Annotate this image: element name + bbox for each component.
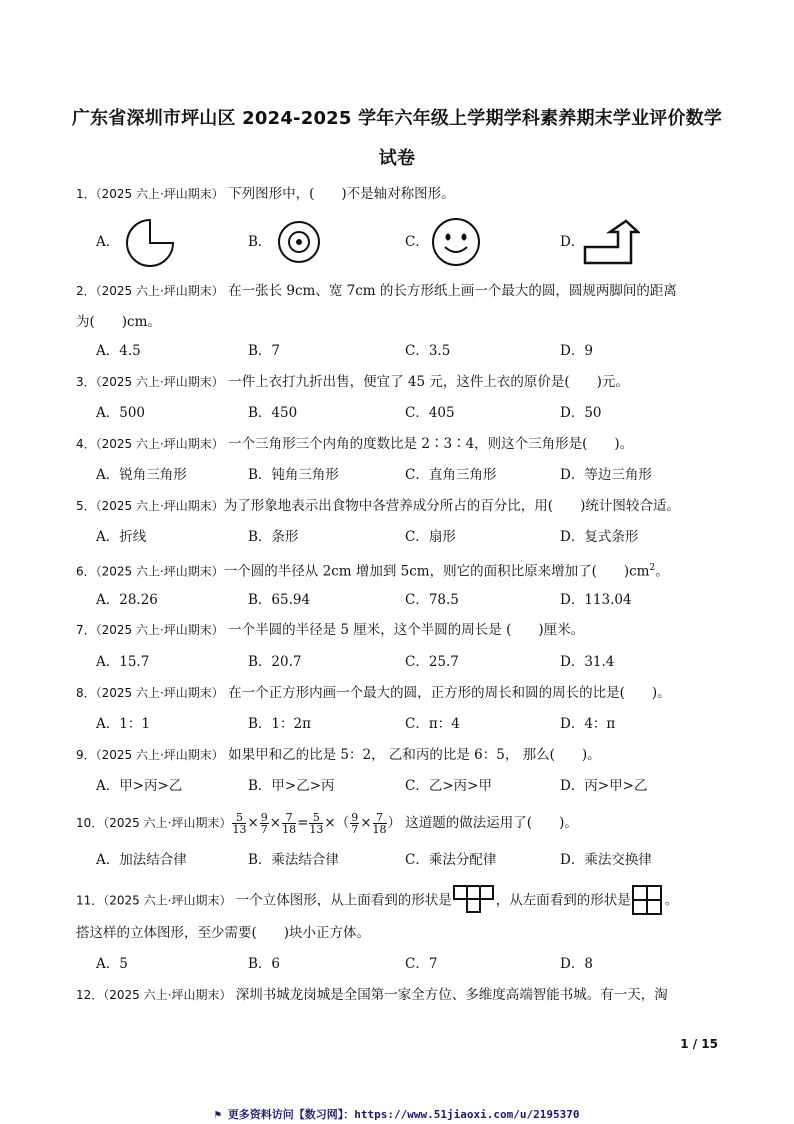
question-source: （2025 六上·坪山期末） bbox=[95, 748, 224, 762]
option-b[interactable]: B．20.7 bbox=[248, 654, 302, 670]
option-b[interactable]: B．钝角三角形 bbox=[248, 467, 339, 483]
denominator: 18 bbox=[372, 823, 387, 836]
question-4 bbox=[76, 433, 726, 455]
numerator: 5 bbox=[232, 812, 246, 824]
option-b[interactable]: B．6 bbox=[248, 956, 281, 972]
times-sign: × bbox=[269, 815, 282, 831]
fraction bbox=[373, 812, 387, 835]
fraction bbox=[282, 812, 296, 835]
question-2-continuation: 为( )cm。 bbox=[76, 314, 161, 330]
question-12 bbox=[76, 984, 726, 1006]
smiley-face-figure bbox=[430, 216, 482, 268]
question-8-options bbox=[96, 712, 736, 736]
question-number: 3． bbox=[76, 375, 96, 389]
option-a[interactable]: A．折线 bbox=[96, 529, 147, 545]
question-source: （2025 六上·坪山期末） bbox=[103, 893, 232, 908]
question-5 bbox=[76, 495, 726, 517]
option-c[interactable]: C．乘法分配律 bbox=[405, 852, 497, 868]
numerator: 5 bbox=[309, 812, 323, 824]
question-10-options bbox=[96, 848, 736, 872]
footer-text: 更多资料访问【数习网】：https://www.51jiaoxi.com/u/2195370 bbox=[227, 1108, 580, 1121]
option-c[interactable]: C．78.5 bbox=[405, 592, 459, 608]
numerator: 7 bbox=[373, 812, 387, 824]
option-d[interactable]: D．8 bbox=[560, 956, 593, 972]
three-quarter-circle-figure bbox=[124, 217, 176, 269]
question-8 bbox=[76, 682, 726, 704]
question-3 bbox=[76, 371, 726, 393]
left-paren: （ bbox=[335, 815, 350, 831]
option-a[interactable]: A．锐角三角形 bbox=[96, 467, 187, 483]
question-number: 7． bbox=[76, 623, 96, 637]
question-9-options bbox=[96, 774, 736, 798]
denominator: 13 bbox=[309, 823, 324, 836]
question-text: 一个立体图形，从上面看到的形状是 bbox=[231, 892, 452, 909]
option-d[interactable]: D．31.4 bbox=[560, 654, 615, 670]
times-sign: × bbox=[360, 815, 372, 831]
question-text: 深圳书城龙岗城是全国第一家全方位、多维度高端智能书城。有一天，淘 bbox=[231, 987, 668, 1003]
option-a[interactable]: A．15.7 bbox=[96, 654, 150, 670]
option-d[interactable]: D．丙>甲>乙 bbox=[560, 778, 648, 794]
question-6 bbox=[76, 557, 726, 583]
question-number: 11． bbox=[76, 893, 104, 908]
option-b[interactable]: B．450 bbox=[248, 405, 298, 421]
option-c[interactable]: C．25.7 bbox=[405, 654, 459, 670]
question-source: （2025 六上·坪山期末） bbox=[103, 988, 232, 1002]
footer-link[interactable] bbox=[0, 1106, 794, 1122]
option-c[interactable]: C．直角三角形 bbox=[405, 467, 497, 483]
question-source: （2025 六上·坪山期末） bbox=[95, 375, 224, 389]
option-a[interactable]: A． bbox=[96, 234, 120, 250]
option-b[interactable]: B．甲>乙>丙 bbox=[248, 778, 335, 794]
question-9 bbox=[76, 744, 726, 766]
question-2-options bbox=[96, 339, 736, 363]
option-d[interactable]: D．9 bbox=[560, 343, 593, 359]
option-b[interactable]: B． bbox=[248, 234, 272, 250]
option-a[interactable]: A．5 bbox=[96, 956, 128, 972]
question-source: （2025 六上·坪山期末） bbox=[95, 499, 224, 513]
question-source: （2025 六上·坪山期末） bbox=[95, 437, 224, 451]
paper-title-line2: 试卷 bbox=[378, 148, 416, 169]
question-text: 在一张长 9cm、宽 7cm 的长方形纸上画一个最大的圆，圆规两脚间的距离 bbox=[223, 283, 677, 299]
left-view-figure bbox=[631, 884, 665, 918]
option-c[interactable]: C．3.5 bbox=[405, 343, 451, 359]
option-d[interactable]: D． bbox=[560, 234, 585, 250]
option-d[interactable]: D．复式条形 bbox=[560, 529, 639, 545]
option-b[interactable]: B．条形 bbox=[248, 529, 299, 545]
option-c[interactable]: C．405 bbox=[405, 405, 455, 421]
top-view-figure bbox=[452, 884, 496, 918]
question-text: 一个三角形三个内角的度数比是 2∶3∶4，则这个三角形是( )。 bbox=[223, 436, 634, 452]
paper-title-line1: 广东省深圳市坪山区 2024-2025 学年六年级上学期学科素养期末学业评价数学 bbox=[71, 108, 723, 129]
numerator: 7 bbox=[282, 812, 296, 824]
question-6-options bbox=[96, 588, 736, 612]
question-text-mid: ，从左面看到的形状是 bbox=[495, 892, 631, 909]
question-tail: 。 bbox=[655, 563, 669, 580]
question-source: （2025 六上·坪山期末） bbox=[95, 187, 224, 201]
option-c[interactable]: C．乙>丙>甲 bbox=[405, 778, 492, 794]
option-b[interactable]: B．乘法结合律 bbox=[248, 852, 339, 868]
question-number: 10． bbox=[76, 816, 104, 830]
question-4-options bbox=[96, 463, 736, 487]
question-text: 这道题的做法运用了( )。 bbox=[401, 815, 578, 831]
fraction bbox=[350, 812, 359, 835]
question-text: 为了形象地表示出食物中各营养成分所占的百分比，用( )统计图较合适。 bbox=[223, 498, 680, 514]
numerator: 9 bbox=[351, 811, 359, 824]
bent-arrow-figure bbox=[582, 219, 640, 267]
question-text: 如果甲和乙的比是 5：2， 乙和丙的比是 6：5， 那么( )。 bbox=[223, 747, 601, 763]
option-d[interactable]: D．等边三角形 bbox=[560, 467, 652, 483]
flag-icon: ⚑ bbox=[214, 1108, 228, 1121]
option-b[interactable]: B．7 bbox=[248, 343, 281, 359]
fraction bbox=[232, 812, 246, 835]
option-d[interactable]: D．50 bbox=[560, 405, 602, 421]
question-number: 6． bbox=[76, 564, 96, 579]
question-1-options bbox=[96, 230, 736, 254]
option-a[interactable]: A．1：1 bbox=[96, 716, 150, 732]
denominator: 18 bbox=[282, 823, 297, 836]
option-c[interactable]: C．扇形 bbox=[405, 529, 456, 545]
option-a[interactable]: A．500 bbox=[96, 405, 146, 421]
option-b[interactable]: B．1：2π bbox=[248, 716, 311, 732]
times-sign: × bbox=[247, 815, 259, 831]
option-d[interactable]: D．4：π bbox=[560, 716, 616, 732]
question-10 bbox=[76, 812, 726, 835]
question-7 bbox=[76, 619, 726, 641]
option-d[interactable]: D．113.04 bbox=[560, 592, 632, 608]
question-text: 一件上衣打九折出售，便宜了 45 元，这件上衣的原价是( )元。 bbox=[223, 374, 629, 390]
denominator: 7 bbox=[351, 823, 359, 836]
question-tail: 。 bbox=[664, 892, 679, 909]
question-11 bbox=[76, 884, 726, 918]
page-number: 1 / 15 bbox=[680, 1037, 718, 1051]
question-2 bbox=[76, 280, 726, 302]
question-text: 一个半圆的半径是 5 厘米，这个半圆的周长是 ( )厘米。 bbox=[223, 622, 585, 638]
option-b[interactable]: B．65.94 bbox=[248, 592, 311, 608]
question-3-options bbox=[96, 401, 736, 425]
equals-sign: = bbox=[297, 815, 309, 831]
question-7-options bbox=[96, 650, 736, 674]
question-number: 1． bbox=[76, 187, 96, 201]
fraction bbox=[309, 812, 323, 835]
question-source: （2025 六上·坪山期末） bbox=[103, 816, 232, 830]
times-sign: × bbox=[324, 815, 336, 831]
question-11-continuation: 搭这样的立体图形，至少需要( )块小正方体。 bbox=[76, 925, 371, 941]
option-d[interactable]: D．乘法交换律 bbox=[560, 852, 652, 868]
option-a[interactable]: A．加法结合律 bbox=[96, 852, 187, 868]
superscript: 2 bbox=[649, 563, 656, 573]
option-a[interactable]: A．4.5 bbox=[96, 343, 141, 359]
question-11-options bbox=[96, 952, 736, 976]
question-text: 在一个正方形内画一个最大的圆，正方形的周长和圆的周长的比是( )。 bbox=[223, 685, 671, 701]
question-number: 9． bbox=[76, 748, 96, 762]
option-a[interactable]: A．28.26 bbox=[96, 592, 158, 608]
question-number: 12． bbox=[76, 988, 104, 1002]
question-number: 5． bbox=[76, 499, 96, 513]
option-a[interactable]: A．甲>丙>乙 bbox=[96, 778, 183, 794]
question-number: 4． bbox=[76, 437, 96, 451]
option-c[interactable]: C．π：4 bbox=[405, 716, 460, 732]
question-number: 8． bbox=[76, 686, 96, 700]
question-source: （2025 六上·坪山期末） bbox=[95, 284, 224, 298]
question-5-options bbox=[96, 525, 736, 549]
math-expression bbox=[231, 811, 402, 836]
question-number: 2． bbox=[76, 284, 96, 298]
denominator: 7 bbox=[260, 823, 268, 836]
option-c[interactable]: C．7 bbox=[405, 956, 438, 972]
question-source: （2025 六上·坪山期末） bbox=[95, 686, 224, 700]
question-1 bbox=[76, 183, 726, 205]
numerator: 9 bbox=[260, 811, 268, 824]
concentric-circles-figure bbox=[276, 219, 322, 265]
question-text: 下列图形中，( )不是轴对称图形。 bbox=[223, 186, 455, 202]
right-paren: ） bbox=[387, 815, 402, 831]
question-source: （2025 六上·坪山期末） bbox=[95, 564, 224, 579]
denominator: 13 bbox=[232, 823, 247, 836]
fraction bbox=[260, 812, 269, 835]
option-c[interactable]: C． bbox=[405, 234, 429, 250]
question-text: 一个圆的半径从 2cm 增加到 5cm，则它的面积比原来增加了( )cm bbox=[223, 563, 650, 580]
question-source: （2025 六上·坪山期末） bbox=[95, 623, 224, 637]
